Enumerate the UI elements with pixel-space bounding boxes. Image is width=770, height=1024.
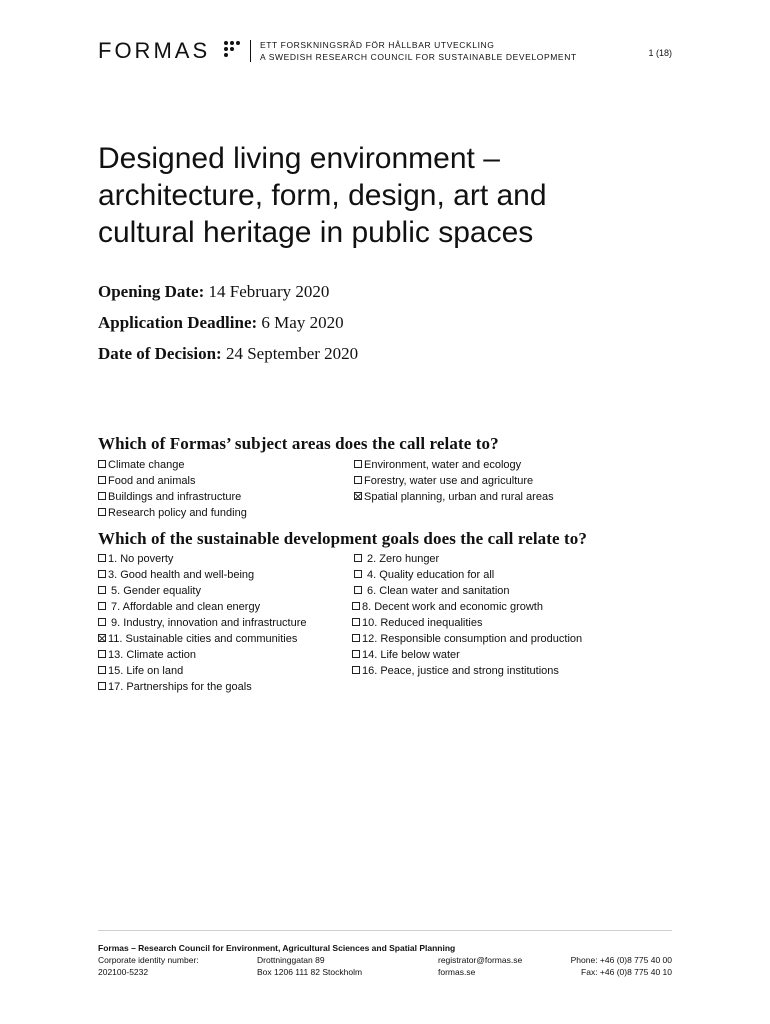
checkbox-icon[interactable]	[354, 476, 362, 484]
checkbox-label: 2. Zero hunger	[364, 553, 440, 565]
subject-areas-heading: Which of Formas’ subject areas does the call relate to?	[98, 434, 499, 453]
street-address: Drottninggatan 89	[257, 955, 325, 965]
checkbox-label: Buildings and infrastructure	[108, 491, 242, 503]
phone-number: Phone: +46 (0)8 775 40 00	[570, 955, 672, 965]
page-header	[98, 36, 672, 68]
page-footer	[98, 942, 672, 977]
page-number: 1 (18)	[648, 48, 672, 58]
checkbox-label: 12. Responsible consumption and production	[362, 633, 583, 645]
checkbox-item[interactable]	[354, 489, 554, 505]
checkbox-item[interactable]	[98, 457, 184, 473]
footer-divider	[98, 930, 672, 931]
checkbox-item[interactable]	[352, 599, 543, 615]
checkbox-item[interactable]	[354, 583, 510, 599]
checkbox-icon[interactable]	[98, 460, 106, 468]
fax-number: Fax: +46 (0)8 775 40 10	[581, 967, 672, 977]
checkbox-label: Climate change	[108, 459, 185, 471]
checkbox-icon[interactable]	[354, 586, 362, 594]
checkbox-icon[interactable]	[98, 602, 106, 610]
checkbox-item[interactable]	[98, 679, 252, 695]
title-line: cultural heritage in public spaces	[98, 216, 534, 249]
checkbox-icon[interactable]	[98, 586, 106, 594]
checkbox-label: 9. Industry, innovation and infrastructure	[108, 617, 307, 629]
checkbox-label: Food and animals	[108, 475, 196, 487]
checkbox-label: 8. Decent work and economic growth	[362, 601, 543, 613]
logo-divider	[250, 40, 251, 62]
date-value: 14 February 2020	[208, 282, 330, 301]
checkbox-icon[interactable]	[354, 570, 362, 578]
title-line: Designed living environment –	[98, 142, 500, 175]
checkbox-icon[interactable]	[98, 492, 106, 500]
formas-logo: FORMAS	[98, 38, 211, 63]
date-label: Date of Decision:	[98, 344, 222, 363]
date-value: 24 September 2020	[225, 344, 359, 363]
checkbox-label: 6. Clean water and sanitation	[364, 585, 510, 597]
checkbox-label: 17. Partnerships for the goals	[108, 681, 252, 693]
checkbox-item[interactable]	[98, 631, 297, 647]
checkbox-icon[interactable]	[352, 650, 360, 658]
checkbox-icon[interactable]	[98, 650, 106, 658]
footer-corporate	[98, 954, 199, 978]
checkbox-icon[interactable]	[352, 618, 360, 626]
checkbox-item[interactable]	[352, 663, 559, 679]
checkbox-item[interactable]	[98, 647, 196, 663]
checkbox-label: 14. Life below water	[362, 649, 460, 661]
corporate-number: 202100-5232	[98, 967, 149, 977]
checkbox-item[interactable]	[98, 615, 307, 631]
checkbox-item[interactable]	[354, 551, 439, 567]
checkbox-icon[interactable]	[352, 666, 360, 674]
footer-title: Formas – Research Council for Environment, Agricultural Sciences and Spatial Planning	[98, 943, 456, 953]
checkbox-item[interactable]	[354, 567, 494, 583]
checkbox-item[interactable]	[354, 473, 533, 489]
postal-address: Box 1206 111 82 Stockholm	[257, 967, 363, 977]
checkbox-icon[interactable]	[352, 634, 360, 642]
checkbox-label: 5. Gender equality	[108, 585, 201, 597]
tagline-swedish: ETT FORSKNINGSRÅD FÖR HÅLLBAR UTVECKLING	[260, 40, 495, 50]
checkbox-icon[interactable]	[98, 554, 106, 562]
checkbox-icon[interactable]	[354, 554, 362, 562]
checkbox-icon[interactable]	[98, 476, 106, 484]
key-dates	[98, 282, 358, 375]
checkbox-item[interactable]	[98, 663, 183, 679]
checked-checkbox-icon[interactable]	[98, 634, 106, 642]
checkbox-label: 7. Affordable and clean energy	[108, 601, 261, 613]
tagline-english: A SWEDISH RESEARCH COUNCIL FOR SUSTAINABLE DEVELOPMENT	[260, 52, 577, 62]
checkbox-item[interactable]	[98, 551, 173, 567]
date-of-decision	[98, 344, 358, 375]
checkbox-label: Environment, water and ecology	[364, 459, 522, 471]
checkbox-item[interactable]	[98, 567, 254, 583]
checkbox-label: 1. No poverty	[108, 553, 174, 565]
checkbox-icon[interactable]	[98, 618, 106, 626]
checkbox-item[interactable]	[352, 631, 582, 647]
sdg-heading: Which of the sustainable development goals does the call relate to?	[98, 529, 587, 548]
footer-contact	[438, 954, 522, 978]
checkbox-label: 4. Quality education for all	[364, 569, 495, 581]
checkbox-item[interactable]	[98, 505, 247, 521]
checkbox-icon[interactable]	[354, 460, 362, 468]
checkbox-icon[interactable]	[98, 570, 106, 578]
checkbox-icon[interactable]	[98, 666, 106, 674]
checkbox-item[interactable]	[98, 489, 241, 505]
checkbox-label: 11. Sustainable cities and communities	[108, 633, 298, 645]
checkbox-label: 15. Life on land	[108, 665, 184, 677]
title-line: architecture, form, design, art and	[98, 179, 547, 212]
checkbox-label: Research policy and funding	[108, 507, 247, 519]
email-link[interactable]: registrator@formas.se	[438, 955, 523, 965]
checkbox-icon[interactable]	[98, 508, 106, 516]
footer-phone	[571, 954, 672, 978]
date-value: 6 May 2020	[261, 313, 344, 332]
checkbox-item[interactable]	[98, 583, 201, 599]
checkbox-label: 3. Good health and well-being	[108, 569, 255, 581]
checkbox-label: Spatial planning, urban and rural areas	[364, 491, 554, 503]
date-label: Application Deadline:	[98, 313, 258, 332]
document-title	[98, 140, 658, 251]
checkbox-item[interactable]	[98, 473, 195, 489]
checkbox-item[interactable]	[98, 599, 260, 615]
checkbox-label: 13. Climate action	[108, 649, 197, 661]
checked-checkbox-icon[interactable]	[354, 492, 362, 500]
checkbox-item[interactable]	[352, 647, 460, 663]
checkbox-item[interactable]	[352, 615, 482, 631]
corporate-label: Corporate identity number:	[98, 955, 199, 965]
org-tagline	[260, 39, 577, 63]
checkbox-label: 16. Peace, justice and strong institutions	[362, 665, 559, 677]
checkbox-icon[interactable]	[352, 602, 360, 610]
footer-address	[257, 954, 362, 978]
formas-logo-dots-icon	[224, 41, 244, 57]
website-link[interactable]: formas.se	[438, 967, 476, 977]
opening-date	[98, 282, 358, 313]
date-label: Opening Date:	[98, 282, 205, 301]
checkbox-item[interactable]	[354, 457, 521, 473]
checkbox-label: Forestry, water use and agriculture	[364, 475, 534, 487]
checkbox-icon[interactable]	[98, 682, 106, 690]
application-deadline	[98, 313, 358, 344]
checkbox-label: 10. Reduced inequalities	[362, 617, 483, 629]
